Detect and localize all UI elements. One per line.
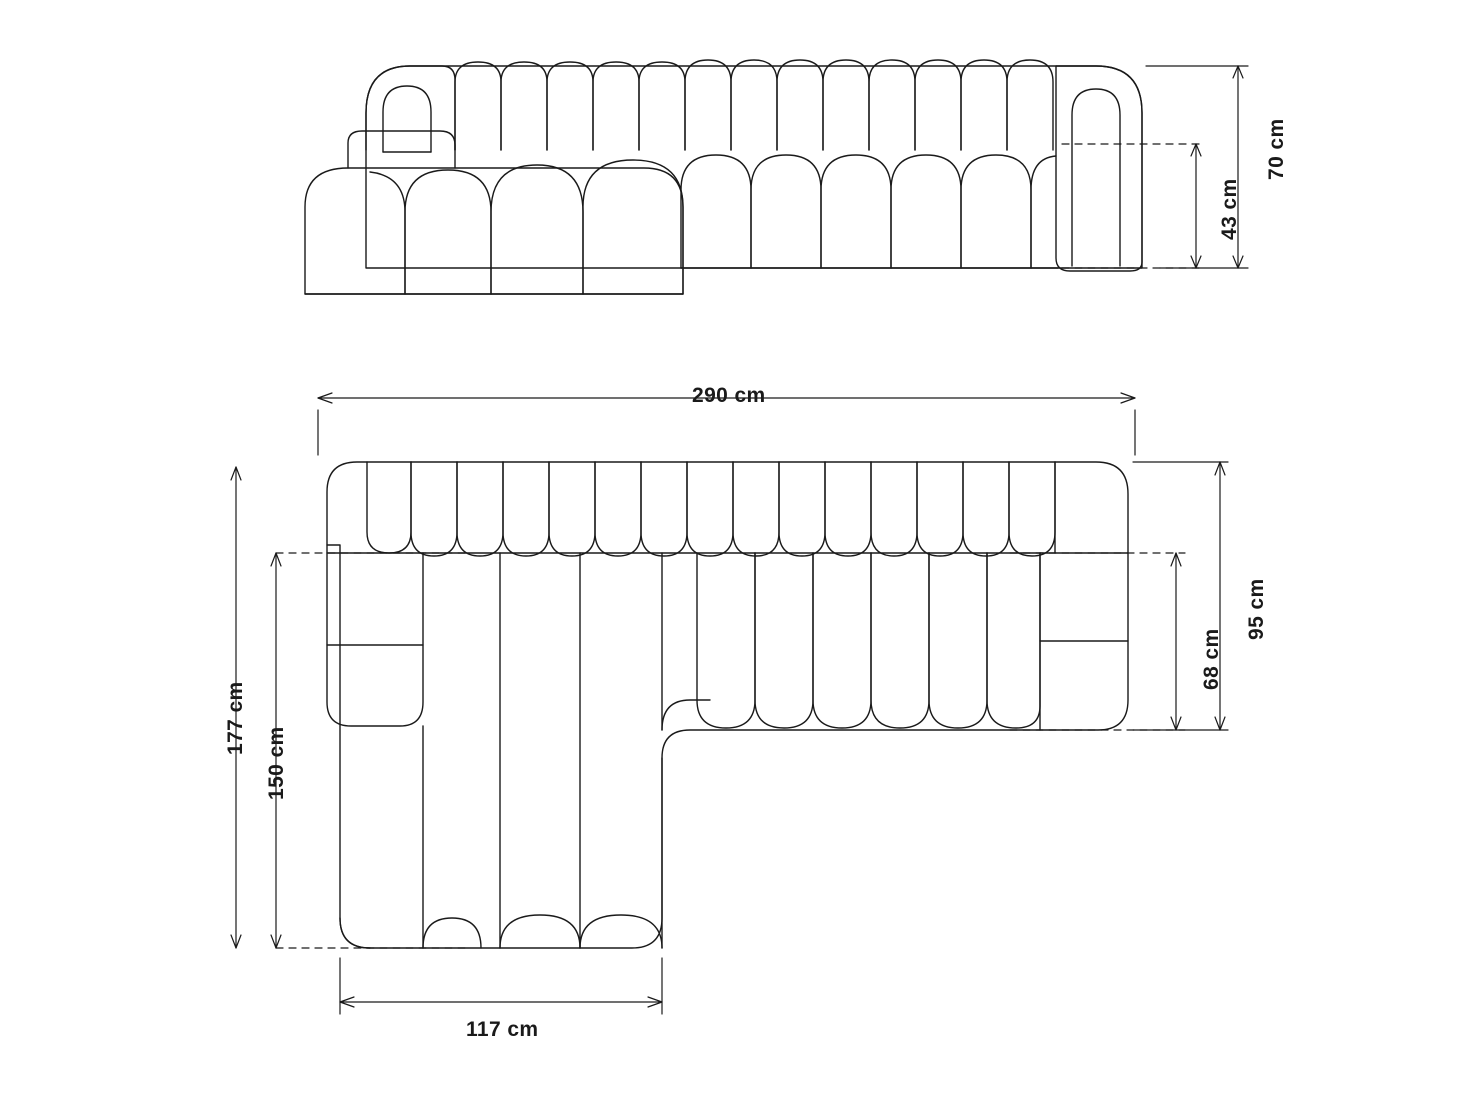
front-elevation-drawing <box>305 60 1142 294</box>
dimension-label-plan-total-width: 290 cm <box>692 384 766 407</box>
dimension-label-front-seat-height: 43 cm <box>1218 178 1241 240</box>
plan-dimensions <box>231 393 1228 1014</box>
dimension-label-plan-total-depth: 177 cm <box>224 681 247 755</box>
dimension-label-front-total-height: 70 cm <box>1265 118 1288 180</box>
top-plan-drawing <box>327 462 1128 948</box>
dimension-label-plan-seat-depth: 68 cm <box>1200 628 1223 690</box>
dimension-label-plan-sofa-depth: 95 cm <box>1245 578 1268 640</box>
dimension-label-plan-chaise-width: 117 cm <box>466 1018 539 1041</box>
dimension-label-plan-chaise-depth: 150 cm <box>265 726 288 800</box>
